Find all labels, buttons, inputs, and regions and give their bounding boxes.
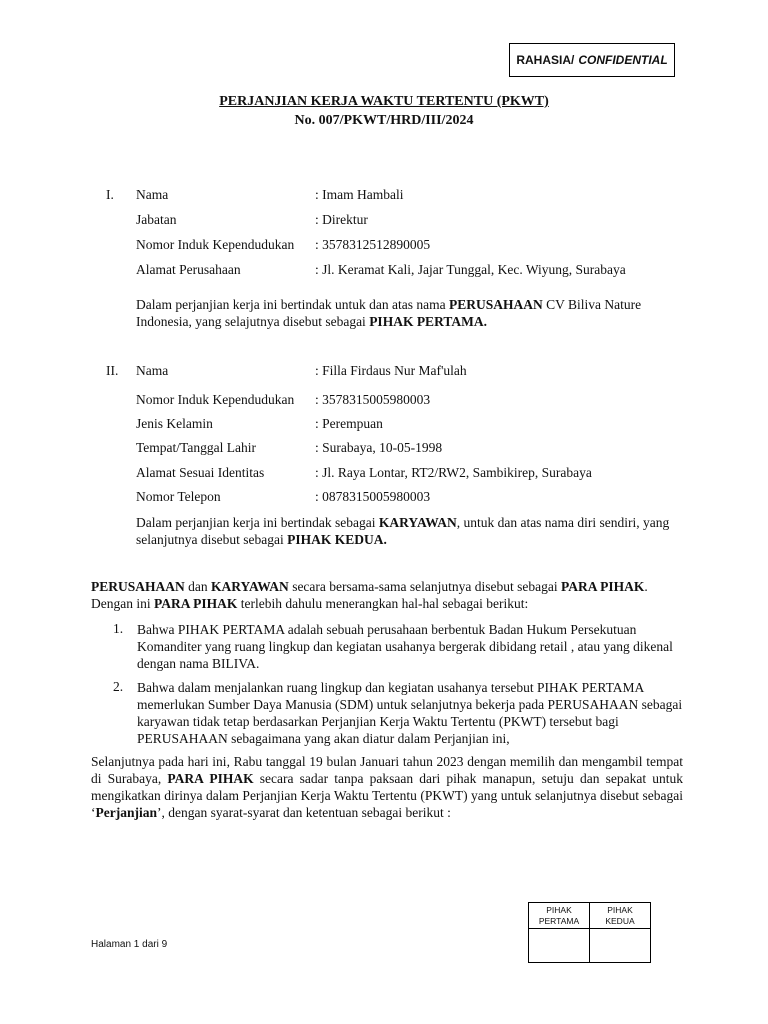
list-item-number: 1. [113, 621, 124, 636]
party2-value: : 3578315005980003 [315, 392, 431, 407]
party2-value: : 0878315005980003 [315, 489, 431, 504]
party1-value: : Imam Hambali [315, 187, 404, 202]
party2-value: : Jl. Raya Lontar, RT2/RW2, Sambikirep, Surabaya [315, 465, 592, 480]
party1-label: Jabatan [136, 212, 177, 227]
party1-number: I. [106, 187, 114, 202]
signature-cell-pihak-kedua[interactable] [590, 929, 651, 963]
list-item-number: 2. [113, 679, 124, 694]
party2-label: Jenis Kelamin [136, 416, 213, 431]
party1-label: Nama [136, 187, 169, 202]
party2-label: Nomor Telepon [136, 489, 221, 504]
intro-paragraph: PERUSAHAAN dan KARYAWAN secara bersama-sama selanjutnya disebut sebagai PARA PIHAK. Dengan ini PARA PIHAK terlebih dahulu menerangkan hal-hal sebagai berikut: [91, 579, 648, 611]
party1-statement: Dalam perjanjian kerja ini bertindak untuk dan atas nama PERUSAHAAN CV Biliva Nature Indonesia, yang selajutnya disebut sebagai PIHAK PERTAMA. [136, 297, 642, 329]
signature-header-pihak-pertama: PIHAK PERTAMA [529, 903, 590, 929]
party1-label: Nomor Induk Kependudukan [136, 237, 295, 252]
closing-paragraph: Selanjutnya pada hari ini, Rabu tanggal 19 bulan Januari tahun 2023 dengan memilih dan mengambil tempat di Surabaya, PARA PIHAK secara sadar tanpa paksaan dari pihak manapun, setuju dan sepakat untuk mengikatkan dirinya dalam Perjanjian Kerja Waktu Tertentu (PKWT) yang untuk selanjutnya disebut sebagai ‘Perjanjian’, dengan syarat-syarat dan ketentuan sebagai berikut : [91, 754, 683, 820]
party2-label: Nomor Induk Kependudukan [136, 392, 295, 407]
signature-header-pihak-kedua: PIHAK KEDUA [590, 903, 651, 929]
party2-label: Nama [136, 363, 169, 378]
party1-value: : Direktur [315, 212, 368, 227]
party2-value: : Filla Firdaus Nur Maf'ulah [315, 363, 467, 378]
page-number: Halaman 1 dari 9 [91, 939, 168, 950]
signature-box [528, 902, 651, 963]
document-title: PERJANJIAN KERJA WAKTU TERTENTU (PKWT) [219, 94, 549, 109]
list-item: Bahwa PIHAK PERTAMA adalah sebuah perusahaan berbentuk Badan Hukum Persekutuan Komanditer yang ruang lingkup dan kegiatan usahanya bergerak dibidang retail , atau yang dikenal dengan nama BILIVA. [137, 622, 673, 671]
party2-value: : Surabaya, 10-05-1998 [315, 440, 443, 455]
party1-value: : Jl. Keramat Kali, Jajar Tunggal, Kec. Wiyung, Surabaya [315, 262, 626, 277]
signature-cell-pihak-pertama[interactable] [529, 929, 590, 963]
party2-number: II. [106, 363, 119, 378]
confidential-label [509, 43, 675, 77]
party2-statement: Dalam perjanjian kerja ini bertindak sebagai KARYAWAN, untuk dan atas nama diri sendiri, yang selanjutnya disebut sebagai PIHAK KEDUA. [136, 515, 670, 547]
party2-label: Alamat Sesuai Identitas [136, 465, 265, 480]
party2-value: : Perempuan [315, 416, 383, 431]
confidential-text-italic: CONFIDENTIAL [578, 53, 668, 67]
party2-label: Tempat/Tanggal Lahir [136, 440, 256, 455]
document-number: No. 007/PKWT/HRD/III/2024 [294, 113, 474, 128]
party1-value: : 3578312512890005 [315, 237, 431, 252]
list-item: Bahwa dalam menjalankan ruang lingkup dan kegiatan usahanya tersebut PIHAK PERTAMA memerlukan Sumber Daya Manusia (SDM) untuk selanjutnya bekerja pada PERUSAHAAN sebagai karyawan tidak tetap berdasarkan Perjanjian Kerja Waktu Tertentu (PKWT) tersebut bagi PERUSAHAAN sebagaimana yang akan diatur dalam Perjanjian ini, [137, 680, 683, 746]
confidential-text: RAHASIA/ [516, 53, 575, 67]
party1-label: Alamat Perusahaan [136, 262, 241, 277]
